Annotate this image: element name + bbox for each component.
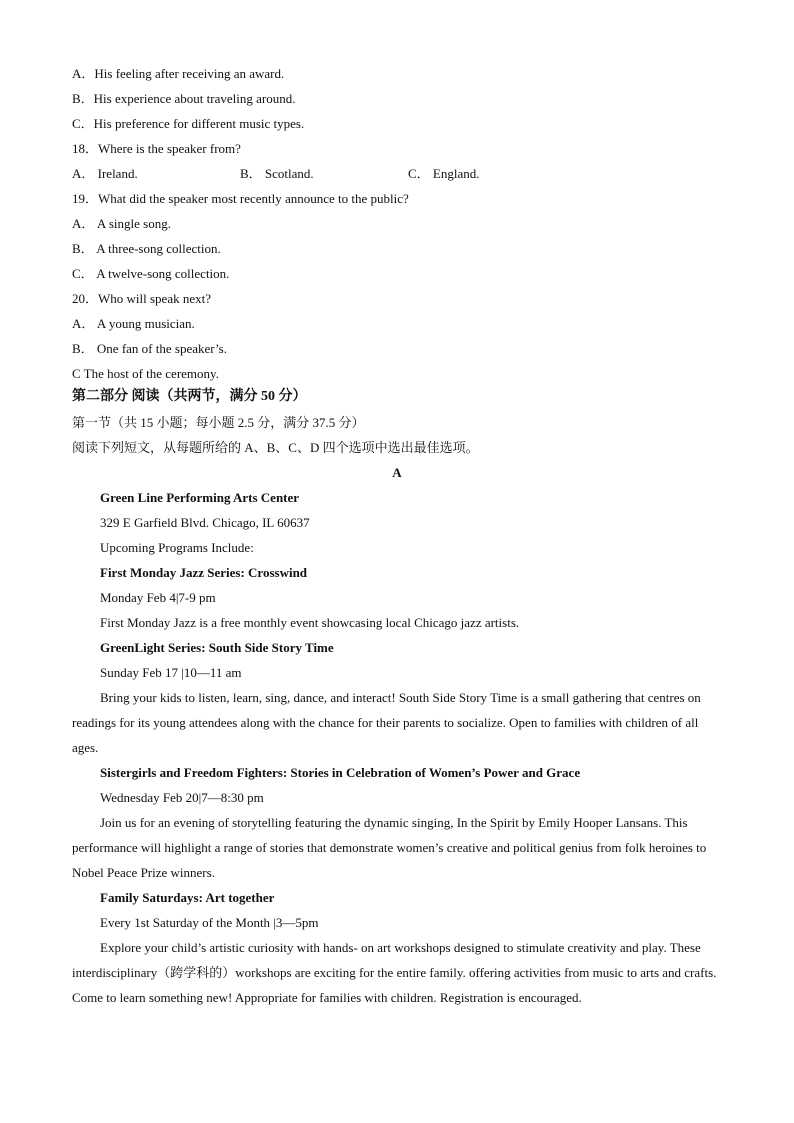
event4-description: Explore your child’s artistic curiosity with hands- on art workshops designed to stimulate creativity and play. These interdisciplinary（跨学科的）workshops are exciting for the entire family. offering activities from music to arts and crafts. Come to learn something new! Appropriate for families with children. Registration is encouraged. [72,940,717,1005]
q18-option-a: A． Ireland. [72,166,138,181]
q18-option-b: B． Scotland. [240,166,314,181]
q20-option-a: A． A young musician. [72,316,195,331]
passage-label: A [392,465,402,480]
q20-option-b: B． One fan of the speaker’s. [72,341,227,356]
upcoming-heading: Upcoming Programs Include: [100,540,254,555]
q19-question: 19．What did the speaker most recently announce to the public? [72,191,409,206]
q18-options [72,166,632,182]
q19-option-a: A． A single song. [72,216,171,231]
q17-option-c: C．His preference for different music types. [72,116,305,131]
event3-time: Wednesday Feb 20|7—8:30 pm [100,790,264,805]
section1-title: 第一节（共 15 小题；每小题 2.5 分，满分 37.5 分） [72,415,365,430]
event2-description: Bring your kids to listen, learn, sing, dance, and interact! South Side Story Time is a small gathering that centres on readings for its young attendees along with the chance for their parents to socialize. Open to families with children of all ages. [72,690,701,755]
event2-title: GreenLight Series: South Side Story Time [100,640,334,655]
q20-question: 20．Who will speak next? [72,291,211,306]
venue-name: Green Line Performing Arts Center [100,490,300,505]
q19-option-b: B． A three-song collection. [72,241,221,256]
event1-time: Monday Feb 4|7-9 pm [100,590,216,605]
event3-description: Join us for an evening of storytelling featuring the dynamic singing, In the Spirit by Emily Hooper Lansans. This performance will highlight a range of stories that demonstrate women’s creative and political genius from folk heroines to Nobel Peace Prize winners. [72,815,707,880]
event1-description: First Monday Jazz is a free monthly event showcasing local Chicago jazz artists. [100,615,520,630]
event1-title: First Monday Jazz Series: Crosswind [100,565,308,580]
q19-option-c: C． A twelve-song collection. [72,266,230,281]
reading-instruction: 阅读下列短文，从每题所给的 A、B、C、D 四个选项中选出最佳选项。 [72,440,479,455]
event4-time: Every 1st Saturday of the Month |3—5pm [100,915,319,930]
event2-time: Sunday Feb 17 |10—11 am [100,665,242,680]
event3-title: Sistergirls and Freedom Fighters: Stories in Celebration of Women’s Power and Grace [100,765,581,780]
q17-option-b: B．His experience about traveling around. [72,91,296,106]
q18-option-c: C． England. [408,166,480,181]
event4-title: Family Saturdays: Art together [100,890,275,905]
part2-title: 第二部分 阅读（共两节，满分 50 分） [72,389,307,404]
q17-option-a: A．His feeling after receiving an award. [72,66,285,81]
venue-address: 329 E Garfield Blvd. Chicago, IL 60637 [100,515,310,530]
q20-option-c: C The host of the ceremony. [72,366,219,381]
q18-question: 18．Where is the speaker from? [72,141,241,156]
